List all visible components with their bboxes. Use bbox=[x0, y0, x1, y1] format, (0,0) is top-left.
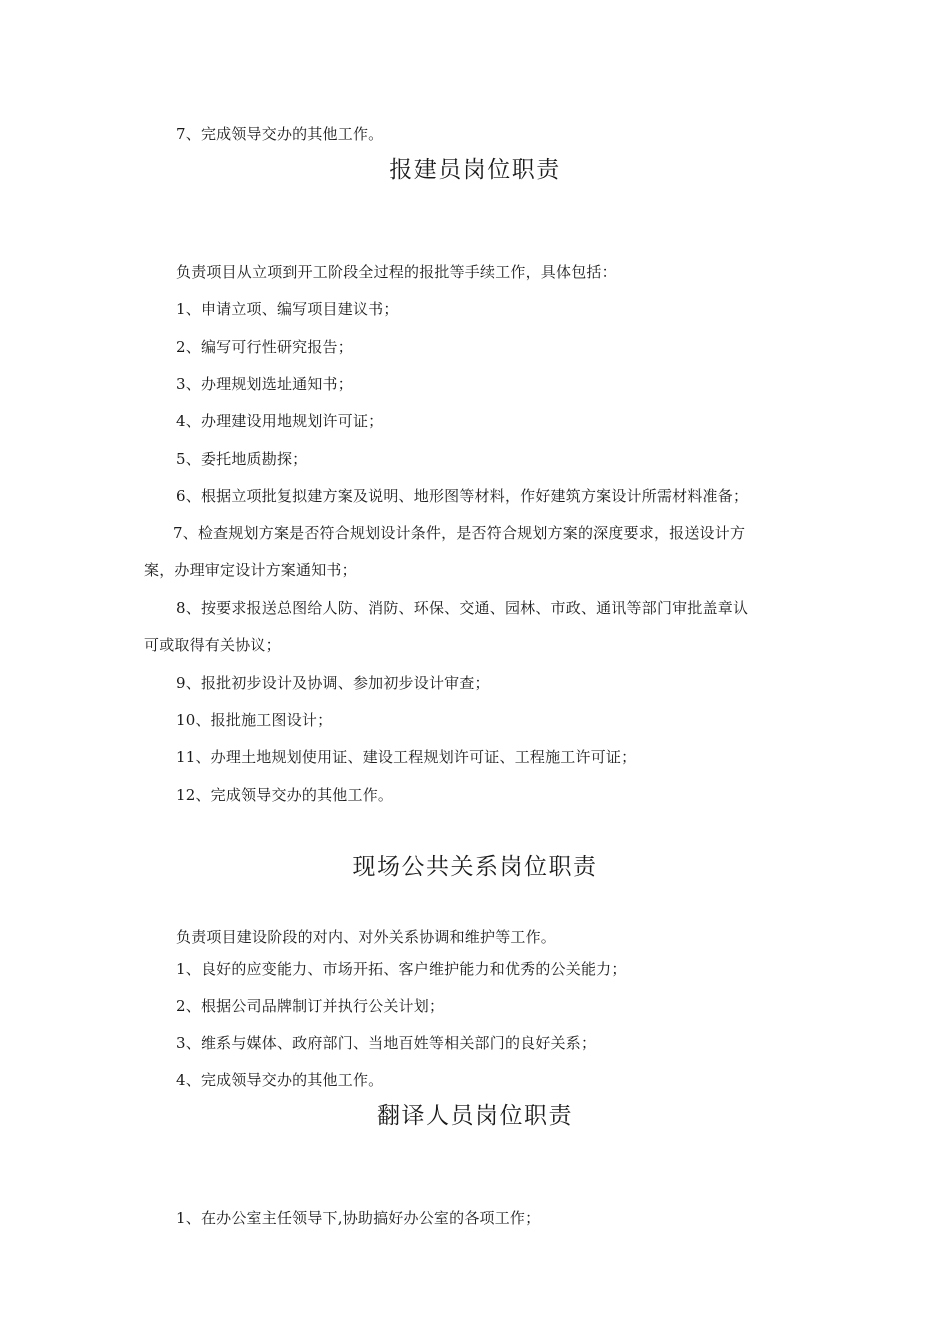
section-title-translator: 翻译人员岗位职责 bbox=[377, 1103, 573, 1129]
list-item: 5、委托地质勘探； bbox=[176, 450, 308, 468]
section-title-public-relations: 现场公共关系岗位职责 bbox=[352, 854, 598, 880]
list-item: 12、完成领导交办的其他工作。 bbox=[176, 786, 394, 804]
list-item: 2、根据公司品牌制订并执行公关计划； bbox=[176, 997, 445, 1015]
list-item: 10、报批施工图设计； bbox=[176, 711, 333, 729]
list-item: 1、申请立项、编写项目建议书； bbox=[176, 300, 399, 318]
list-item: 1、良好的应变能力、市场开拓、客户维护能力和优秀的公关能力； bbox=[176, 960, 627, 978]
section-intro: 负责项目建设阶段的对内、对外关系协调和维护等工作。 bbox=[176, 928, 557, 946]
section-title-reporter: 报建员岗位职责 bbox=[389, 157, 561, 183]
list-item: 3、维系与媒体、政府部门、当地百姓等相关部门的良好关系； bbox=[176, 1034, 597, 1052]
list-item: 4、办理建设用地规划许可证； bbox=[176, 412, 384, 430]
section-intro: 负责项目从立项到开工阶段全过程的报批等手续工作，具体包括： bbox=[176, 263, 617, 281]
list-item: 11、办理土地规划使用证、建设工程规划许可证、工程施工许可证； bbox=[176, 748, 637, 766]
list-item: 1、在办公室主任领导下,协助搞好办公室的各项工作； bbox=[176, 1209, 541, 1227]
list-item: 9、报批初步设计及协调、参加初步设计审查； bbox=[176, 674, 490, 692]
list-item: 8、按要求报送总图给人防、消防、环保、交通、园林、市政、通讯等部门审批盖章认 bbox=[176, 599, 749, 617]
list-item: 7、完成领导交办的其他工作。 bbox=[176, 125, 384, 143]
list-item: 7、检查规划方案是否符合规划设计条件，是否符合规划方案的深度要求，报送设计方 bbox=[173, 524, 746, 542]
list-item: 6、根据立项批复拟建方案及说明、地形图等材料，作好建筑方案设计所需材料准备； bbox=[176, 487, 749, 505]
list-item-continuation: 案，办理审定设计方案通知书； bbox=[144, 561, 357, 579]
list-item-continuation: 可或取得有关协议； bbox=[144, 636, 281, 654]
list-item: 4、完成领导交办的其他工作。 bbox=[176, 1071, 384, 1089]
list-item: 3、办理规划选址通知书； bbox=[176, 375, 353, 393]
list-item: 2、编写可行性研究报告； bbox=[176, 338, 353, 356]
